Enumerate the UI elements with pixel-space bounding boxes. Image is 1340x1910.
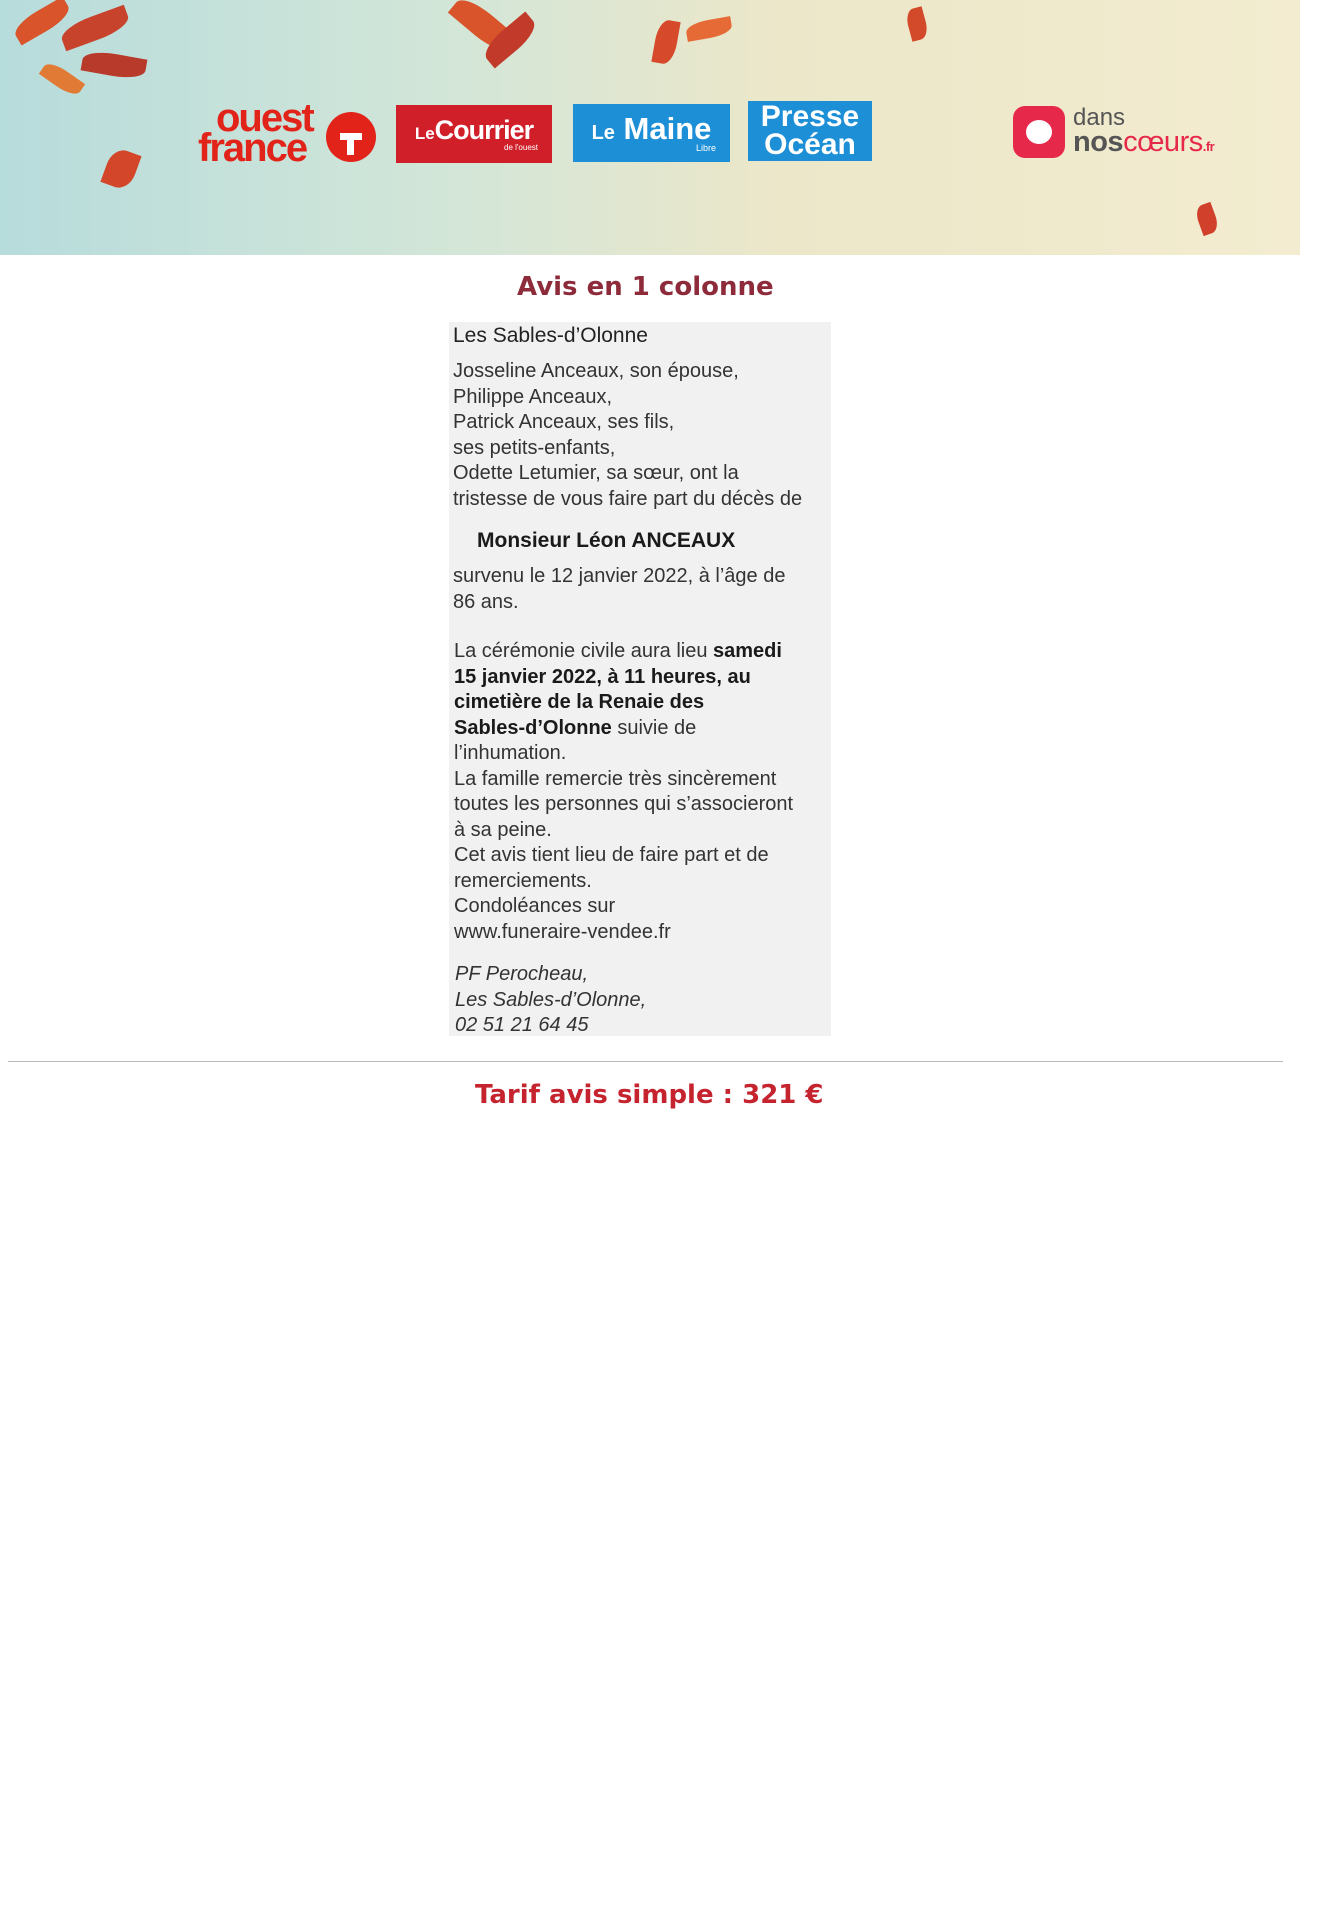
family-line: tristesse de vous faire part du décès de	[453, 487, 803, 510]
le-maine-logo: Le Maine Libre	[573, 104, 730, 162]
funeral-home: PF Perocheau, Les Sables-d’Olonne, 02 51 21 64 45	[455, 962, 646, 1039]
dans-nos-coeurs-logo: dans noscœurs.fr	[1013, 106, 1233, 162]
autumn-leaf-icon	[39, 59, 85, 99]
divider	[8, 1061, 1283, 1062]
deceased-name: Monsieur Léon ANCEAUX	[477, 529, 736, 552]
presse-ocean-logo: Presse Océan	[748, 101, 872, 161]
price-label: Tarif avis simple : 321 €	[475, 1080, 824, 1110]
autumn-leaf-icon	[58, 5, 132, 51]
le-courrier-logo: LeCourrier de l'ouest	[396, 105, 552, 163]
autumn-leaf-icon	[904, 6, 930, 42]
page-title: Avis en 1 colonne	[517, 272, 774, 302]
header-banner	[0, 0, 1300, 255]
phone-number: 02 51 21 64 45	[455, 1014, 589, 1036]
ceremony-details: La cérémonie civile aura lieu samedi 15 janvier 2022, à 11 heures, au cimetière de la Renaie des Sables-d’Olonne suivie de l’inhumation. La famille remercie très sincèrement toutes les personnes qui s’associeront à sa peine. Cet avis tient lieu de faire part et de remerciements. Condoléances sur www.funeraire-vendee.fr	[454, 639, 830, 945]
family-line: Odette Letumier, sa sœur, ont la	[453, 462, 739, 484]
heart-icon	[1013, 106, 1065, 158]
autumn-leaf-icon	[81, 49, 148, 82]
autumn-leaf-icon	[651, 18, 680, 65]
family-line: Patrick Anceaux, ses fils,	[453, 411, 675, 433]
obituary-notice	[449, 322, 831, 1036]
family-line: Josseline Anceaux, son épouse,	[453, 360, 739, 382]
ouest-france-disc-icon	[326, 112, 376, 162]
autumn-leaf-icon	[1193, 202, 1220, 236]
condolences-link[interactable]: www.funeraire-vendee.fr	[454, 920, 671, 943]
autumn-leaf-icon	[100, 146, 141, 192]
death-date: survenu le 12 janvier 2022, à l’âge de 86 ans.	[453, 565, 786, 613]
family-line: ses petits-enfants,	[453, 436, 616, 459]
autumn-leaf-icon	[685, 16, 733, 42]
ouest-france-logo: ouest france	[198, 104, 378, 168]
locality: Les Sables-d’Olonne	[453, 324, 648, 347]
family-list	[453, 359, 802, 512]
family-line: Philippe Anceaux,	[453, 385, 613, 408]
